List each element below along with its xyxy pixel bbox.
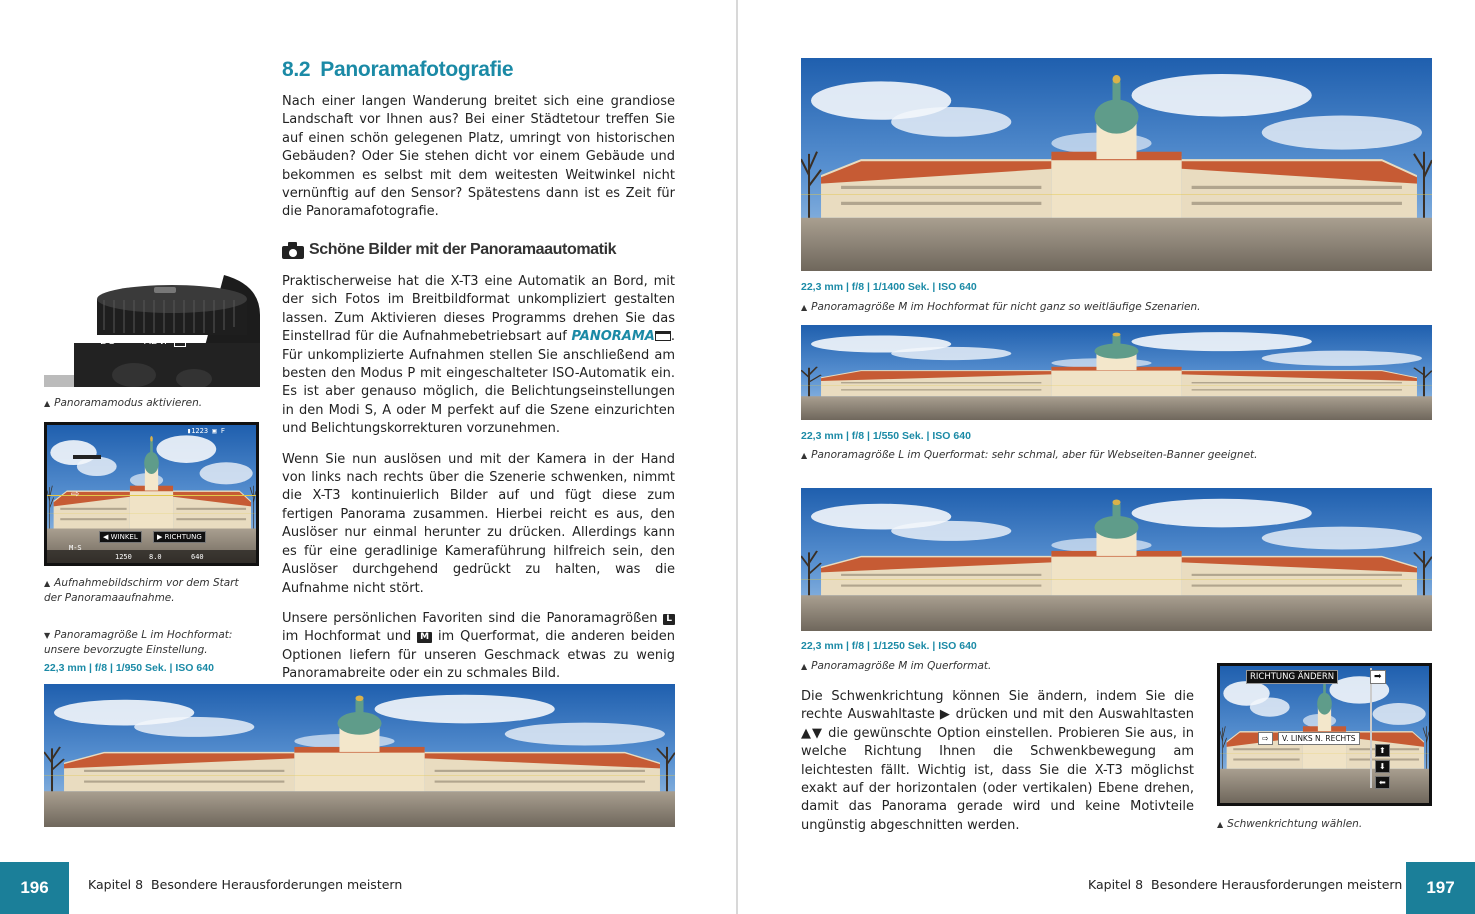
panorama-mode-icon	[655, 331, 671, 341]
dial-label-ls: L S	[100, 336, 116, 347]
body-text-left	[282, 273, 675, 696]
arrow-right-icon: ▶	[939, 707, 951, 723]
body-text-right	[801, 688, 1194, 847]
caption-bottom-panorama: ▼ Panoramagröße L im Hochformat: unsere bevorzugte Einstellung.	[44, 629, 233, 656]
caption-triangle-up-icon: ▲	[44, 399, 51, 408]
dial-panorama-icon	[174, 339, 186, 347]
section-number: 8.2	[282, 58, 311, 81]
menu-option-down-icon[interactable]: ⬇	[1375, 760, 1390, 773]
caption-dial: ▲ Panoramamodus aktivieren.	[44, 397, 203, 409]
page-number-left: 196	[0, 862, 69, 914]
footer-left: Kapitel 8 Besondere Herausforderungen meistern	[88, 877, 403, 892]
mode-dial-illustration	[44, 275, 260, 387]
caption-menu: ▲ Schwenkrichtung wählen.	[1217, 818, 1363, 830]
lcd-richtung-button: ▶ RICHTUNG	[153, 531, 206, 543]
panorama-photo-2	[801, 325, 1432, 420]
direction-menu-screen	[1217, 663, 1432, 806]
page-number-right: 197	[1406, 862, 1475, 914]
caption-triangle-down-icon: ▼	[44, 631, 51, 640]
paragraph-direction: Die Schwenkrichtung können Sie ändern, indem Sie die rechte Auswahltaste ▶ drücken und mit den Auswahltasten ▲▼ die gewünschte Option einstellen. Probieren Sie aus, in welche Richtung Ihnen die Schwenkbewegung am leichtesten fällt. Wichtig ist, dass Sie die X-T3 möglichst exakt auf der horizontalen (oder vertikalen) Ebene drehen, damit das Panorama gerade wird und keine Motivteile ungünstig abgeschnitten werden.	[801, 689, 1195, 833]
caption-triangle-up-icon: ▲	[801, 303, 808, 312]
size-m-icon: M	[417, 632, 432, 643]
section-heading	[282, 58, 513, 82]
exif-3: 22,3 mm | f/8 | 1/1250 Sek. | ISO 640	[801, 640, 977, 652]
lcd-aperture: 8.0	[149, 553, 162, 561]
lcd-arrow-right-icon: ⇨	[71, 489, 80, 500]
footer-right: Kapitel 8 Besondere Herausforderungen meistern	[1088, 877, 1403, 892]
subheading: Schöne Bilder mit der Panoramaautomatik	[282, 241, 616, 259]
intro-paragraph: Nach einer langen Wanderung breitet sich eine grandiose Landschaft vor Ihnen aus? Bei einer Städtetour treffen Sie auf einen schön gelegenen Platz, umringt von historischen Gebäuden? Oder Sie stehen dicht vor einem Gebäude und bekommen es selbst mit dem weitesten Weitwinkel nicht vernünftig auf den Sensor? Spätestens dann ist es Zeit für die Panoramafotografie.	[282, 94, 675, 220]
mode-dial-photo	[44, 275, 260, 387]
panorama-photo-bottom-left	[44, 684, 675, 827]
dial-label-adv: ADV.	[144, 336, 168, 347]
caption-lcd: ▲ Aufnahmebildschirm vor dem Start der Panoramaaufnahme.	[44, 577, 239, 604]
caption-2: ▲ Panoramagröße L im Querformat: sehr schmal, aber für Webseiten-Banner geeignet.	[801, 449, 1258, 461]
caption-3: ▲ Panoramagröße M im Querformat.	[801, 660, 992, 672]
caption-triangle-up-icon: ▲	[44, 579, 51, 588]
menu-pan-icon: ⇨	[1258, 732, 1273, 745]
section-title: Panoramafotografie	[320, 58, 514, 81]
caption-triangle-up-icon: ▲	[801, 662, 808, 671]
menu-title: RICHTUNG ÄNDERN	[1246, 670, 1338, 684]
menu-option-selected[interactable]: V. LINKS N. RECHTS	[1278, 732, 1360, 745]
panorama-keyword: PANORAMA	[571, 329, 655, 345]
paragraph-3: Unsere persönlichen Favoriten sind die Panoramagrößen L im Hochformat und M im Querformat, die anderen beiden Optionen liefern für unseren Geschmack etwas zu wenig Panoramabreite oder ein zu schmales Bild.	[282, 610, 675, 682]
left-page	[0, 0, 737, 914]
lcd-mode: M-S	[69, 544, 82, 552]
paragraph-2: Wenn Sie nun auslösen und mit der Kamera in der Hand von links nach rechts über die Szenerie schwenken, nimmt die X-T3 kontinuierlich Bilder auf und fügt diese zum fertigen Panorama zusammen. Hierbei reicht es aus, den Auslöser nur einmal herunter zu drücken. Allerdings kann es für eine geradlinige Kameraführung hilfreich sein, den Auslöser durchgehend gedrückt zu halten, was die Aufnahme nicht stört.	[282, 451, 675, 596]
menu-divider	[1370, 668, 1372, 788]
lcd-shutter: 1250	[115, 553, 132, 561]
menu-option-up-icon[interactable]: ⬆	[1375, 744, 1390, 757]
panorama-photo-1	[801, 58, 1432, 271]
lcd-winkel-button: ◀ WINKEL	[99, 531, 142, 543]
right-page	[738, 0, 1475, 914]
size-l-icon: L	[663, 614, 675, 625]
caption-triangle-up-icon: ▲	[801, 451, 808, 460]
exif-2: 22,3 mm | f/8 | 1/550 Sek. | ISO 640	[801, 430, 971, 442]
arrow-up-down-icon: ▲▼	[801, 725, 824, 741]
panorama-photo-3	[801, 488, 1432, 631]
lcd-iso: 640	[191, 553, 204, 561]
camera-lcd-screen	[44, 422, 259, 566]
paragraph-1: Praktischerweise hat die X-T3 eine Automatik an Bord, mit der sich Fotos im Breitbildformat unkompliziert gestalten lassen. Zum Aktivieren dieses Programms drehen Sie das Einstellrad für die Aufnahmebetriebsart auf PANORAMA . Für unkomplizierte Aufnahmen stellen Sie anschließend am besten den Modus P mit eingeschalteter ISO-Automatik ein. Es ist aber genauso möglich, die Belichtungseinstellungen in den Modi S, A oder M perfekt auf die Szene einzurichten und Belichtungskorrekturen vorzunehmen.	[282, 274, 675, 437]
menu-option-left-icon[interactable]: ⬅	[1375, 776, 1390, 789]
caption-1: ▲ Panoramagröße M im Hochformat für nicht ganz so weitläufige Szenarien.	[801, 301, 1201, 313]
menu-arrow-right-icon: ➡	[1370, 670, 1386, 684]
camera-icon	[282, 242, 304, 259]
exif-bottom-panorama: 22,3 mm | f/8 | 1/950 Sek. | ISO 640	[44, 662, 214, 674]
lcd-counter: ▮1223 ▣ F	[187, 427, 225, 435]
caption-triangle-up-icon: ▲	[1217, 820, 1224, 829]
lcd-level-bar	[73, 455, 101, 459]
exif-1: 22,3 mm | f/8 | 1/1400 Sek. | ISO 640	[801, 281, 977, 293]
